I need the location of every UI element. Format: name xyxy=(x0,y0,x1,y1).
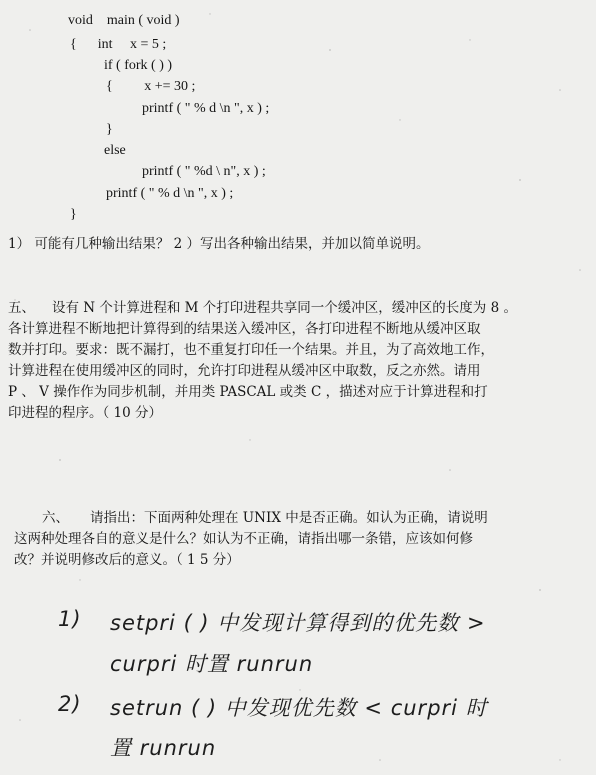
section-6-line: 这两种处理各自的意义是什么？如认为不正确，请指出哪一条错，应该如何修 xyxy=(14,531,473,547)
section-5-line: P 、 V 操作作为同步机制，并用类 PASCAL 或类 C ，描述对应于计算进程和打 xyxy=(8,384,488,400)
section-6-line: 改？并说明修改后的意义。（ 1 5 分） xyxy=(14,552,240,568)
section-5-line: 各计算进程不断地把计算得到的结果送入缓冲区，各打印进程不断地从缓冲区取 xyxy=(8,321,481,337)
section-5-line: 印进程的程序。（ 10 分） xyxy=(8,405,163,421)
handwritten-line: setrun ( ) 中发现优先数 < curpri 时 xyxy=(110,696,488,720)
section-5-line: 计算进程在使用缓冲区的同时，允许打印进程从缓冲区中取数，反之亦然。请用 xyxy=(8,363,481,379)
code-line: printf ( " %d \ n", x ) ; xyxy=(142,164,266,179)
section-5-line: 数并打印。要求：既不漏打，也不重复打印任一个结果。并且，为了高效地工作， xyxy=(8,342,494,358)
section-6-line xyxy=(14,508,584,529)
code-line: else xyxy=(104,143,126,158)
section-6 xyxy=(14,508,584,571)
handwritten-line: 置 runrun xyxy=(110,736,217,760)
section-5-line xyxy=(8,298,583,319)
handwritten-line: curpri 时置 runrun xyxy=(110,652,314,676)
handwritten-number-2: 2) xyxy=(58,692,82,716)
code-line: } xyxy=(70,207,77,222)
section-5-label: 五、 xyxy=(8,300,35,316)
handwritten-number-1: 1) xyxy=(58,607,82,631)
handwritten-line: setpri ( ) 中发现计算得到的优先数 > xyxy=(110,611,486,635)
code-line: { int x = 5 ; xyxy=(70,37,167,52)
section-5 xyxy=(8,298,583,424)
code-line: void main ( void ) xyxy=(68,13,180,28)
section-5-text: 设有 N 个计算进程和 M 个打印进程共享同一个缓冲区，缓冲区的长度为 8 。 xyxy=(52,300,517,316)
section-6-text: 请指出：下面两种处理在 UNIX 中是否正确。如认为正确，请说明 xyxy=(90,510,488,526)
code-line: printf ( " % d \n ", x ) ; xyxy=(142,101,270,116)
code-line: printf ( " % d \n ", x ) ; xyxy=(106,186,234,201)
section-6-label: 六、 xyxy=(42,510,69,526)
code-line: if ( fork ( ) ) xyxy=(104,58,173,73)
question-1: 1） 可能有几种输出结果？ 2 ）写出各种输出结果，并加以简单说明。 xyxy=(8,236,430,252)
code-line: { x += 30 ; xyxy=(106,79,196,94)
code-line: } xyxy=(106,122,113,137)
